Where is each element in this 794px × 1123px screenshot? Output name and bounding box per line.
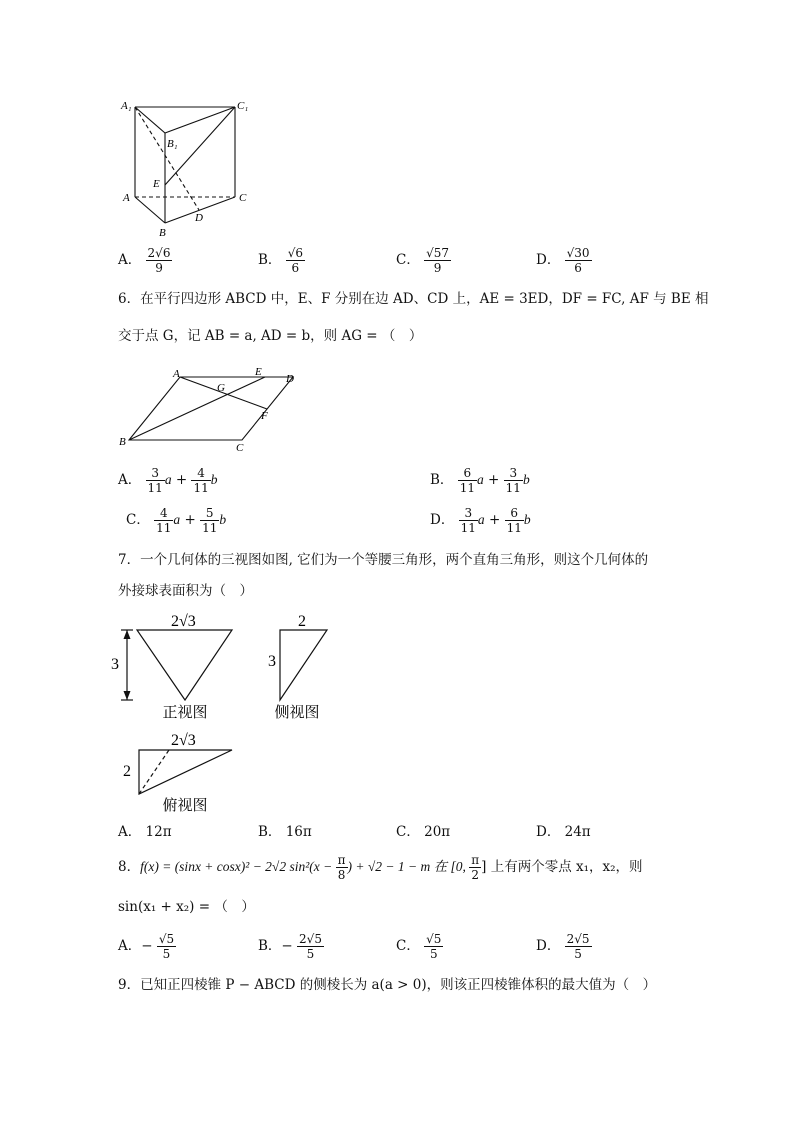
q5-option-c[interactable]: C． $\frac{√57}{9}$	[396, 246, 450, 275]
q6-option-d[interactable]: D． $\frac{3}{11}$ a + $\frac{6}{11}$ b	[430, 506, 531, 535]
label-A: A	[173, 368, 180, 380]
top-top-label: 2√3	[171, 732, 196, 749]
q8-option-b[interactable]: B．− $\frac{2√5}{5}$	[258, 932, 322, 961]
label-F: F	[261, 410, 268, 422]
label-D: D	[195, 212, 203, 224]
label-A1: A₁	[121, 100, 132, 112]
q5-option-b[interactable]: B． $\frac{√6}{6}$	[258, 246, 303, 275]
q6-option-c[interactable]: C． $\frac{4}{11}$ a + $\frac{5}{11}$ b	[126, 506, 227, 535]
q7-option-d[interactable]: D． 24π	[536, 824, 591, 840]
label-D: D	[286, 373, 294, 385]
q8-option-d[interactable]: D． $\frac{2√5}{5}$	[536, 932, 590, 961]
parallelogram-figure	[115, 365, 305, 455]
q7-stem-line1: 7．一个几何体的三视图如图, 它们为一个等腰三角形，两个直角三角形，则这个几何体的	[118, 552, 649, 568]
label-G: G	[217, 382, 225, 394]
q8-stem-line1: 8．f(x) = (sinx + cosx)² − 2√2 sin²(x − $\frac{\pi}{8}$ ) + √2 − 1 − m 在 [0, $\frac{\pi}{2}$ ] 上有两个零点 x₁，x₂，则	[118, 853, 643, 882]
side-top-label: 2	[298, 613, 306, 630]
label-C: C	[239, 192, 247, 204]
label-C: C	[236, 442, 244, 454]
q7-option-c[interactable]: C． 20π	[396, 824, 451, 840]
front-top-label: 2√3	[171, 613, 196, 630]
q8-option-a[interactable]: A．− $\frac{√5}{5}$	[118, 932, 175, 961]
label-C1: C₁	[237, 100, 249, 112]
q5-option-d[interactable]: D． $\frac{√30}{6}$	[536, 246, 590, 275]
label-B: B	[119, 436, 126, 448]
label-A: A	[123, 192, 130, 204]
q6-stem-line1: 6．在平行四边形 ABCD 中，E、F 分别在边 AD、CD 上，AE = 3ED，DF = FC, AF 与 BE 相	[118, 291, 709, 307]
q8-option-c[interactable]: C． $\frac{√5}{5}$	[396, 932, 442, 961]
side-side-label: 3	[268, 653, 276, 670]
prism-figure	[115, 95, 255, 240]
label-B1: B₁	[167, 138, 178, 150]
three-view-figure	[111, 608, 345, 816]
q6-option-b[interactable]: B． $\frac{6}{11}$ a + $\frac{3}{11}$ b	[430, 466, 530, 495]
q6-option-a[interactable]: A． $\frac{3}{11}$ a + $\frac{4}{11}$ b	[118, 466, 218, 495]
side-caption: 侧视图	[274, 705, 320, 721]
q6-stem-line2: 交于点 G，记 AB = a, AD = b，则 AG = （ ）	[118, 328, 423, 344]
q7-option-b[interactable]: B． 16π	[258, 824, 312, 840]
front-side-label: 3	[111, 656, 119, 673]
label-E: E	[153, 178, 160, 190]
q7-option-a[interactable]: A． 12π	[118, 824, 172, 840]
top-caption: 俯视图	[162, 798, 208, 814]
q8-stem-line2: sin(x₁ + x₂) = （ ）	[118, 899, 255, 915]
front-caption: 正视图	[162, 705, 208, 721]
q9-stem-line1: 9．已知正四棱锥 P − ABCD 的侧棱长为 a(a > 0)，则该正四棱锥体积的最大值为（ ）	[118, 977, 657, 993]
q5-option-a[interactable]: A． $\frac{2√6}{9}$	[118, 246, 171, 275]
q7-stem-line2: 外接球表面积为（ ）	[118, 583, 253, 599]
label-B: B	[159, 227, 166, 239]
label-E: E	[255, 366, 262, 378]
top-side-label: 2	[123, 763, 131, 780]
